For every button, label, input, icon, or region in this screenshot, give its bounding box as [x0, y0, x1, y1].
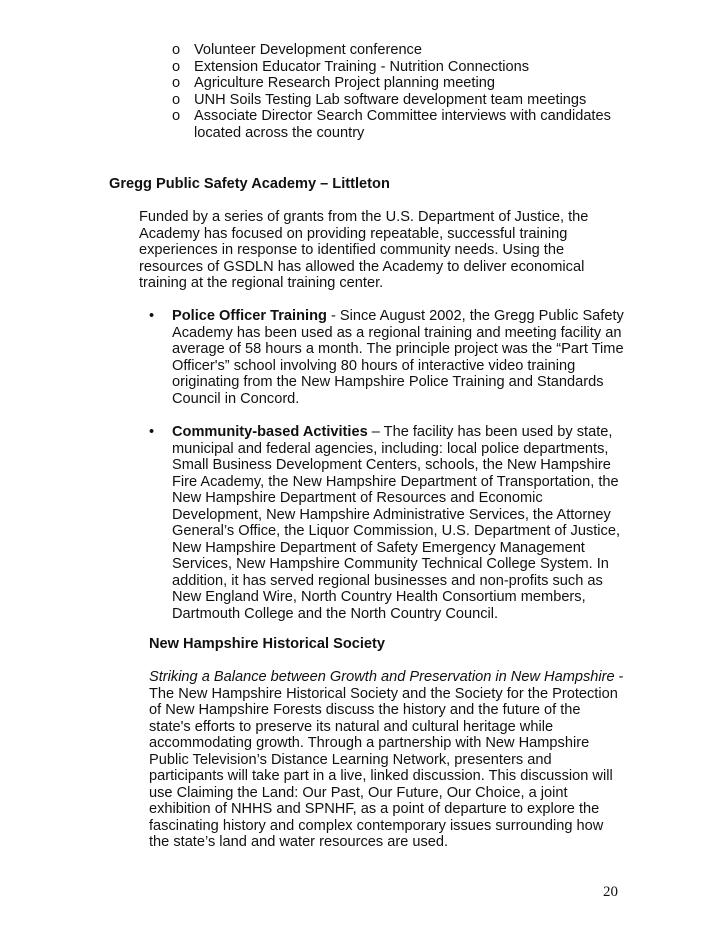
- nhhs-body: The New Hampshire Historical Society and the Society for the Protection of New Hampshire Forests discuss the history and the future of the state's efforts to preserve its natural and cultural heritage while accommodating growth. Through a partnership with New Hampshire Public Television’s Distance Learning Network, presenters and participants will take part in a live, linked discussion. This discussion will use Claiming the Land: Our Past, Our Future, Our Choice, a joint exhibition of NHHS and SPNHF, as a point of departure to explore the fascinating history and complex contemporary issues surrounding how the state’s land and water resources are used.: [149, 685, 618, 850]
- circle-bullet-icon: o: [172, 42, 181, 58]
- item-title: Police Officer Training: [172, 308, 327, 324]
- list-item: o Associate Director Search Committee interviews with candidates located across the country: [172, 108, 611, 141]
- circle-bullet-icon: o: [172, 108, 181, 124]
- list-item: o Extension Educator Training - Nutrition Connections: [172, 58, 530, 75]
- section-intro: Funded by a series of grants from the U.S. Department of Justice, the Academy has focused on providing repeatable, successful training experiences in response to identified community needs. Using the resources of GSDLN has allowed the Academy to deliver economical training at the regional training center.: [139, 209, 589, 291]
- circle-bullet-icon: o: [172, 75, 181, 91]
- police-training-item: [149, 308, 629, 407]
- section-heading: Gregg Public Safety Academy – Littleton: [109, 176, 390, 192]
- list-item: o Volunteer Development conference: [172, 42, 422, 58]
- meeting-list: [172, 42, 632, 141]
- item-body: - Since August 2002, the Gregg Public Safety Academy has been used as a regional training and meeting facility an average of 58 hours a month. The principle project was the “Part Time Officer's” school involving 80 hours of interactive video training originating from the New Hampshire Police Training and Standards Council in Concord.: [172, 308, 624, 407]
- community-activities-item: [149, 424, 629, 622]
- bullet-icon: •: [149, 308, 155, 324]
- nhhs-paragraph: [149, 669, 624, 851]
- circle-bullet-icon: o: [172, 58, 181, 75]
- page-number: 20: [603, 884, 618, 900]
- nhhs-heading: New Hampshire Historical Society: [149, 636, 386, 652]
- nhhs-italic-title: Striking a Balance between Growth and Preservation in New Hampshire: [149, 669, 615, 685]
- list-item: o UNH Soils Testing Lab software development team meetings: [172, 91, 587, 108]
- bullet-icon: •: [149, 424, 155, 440]
- list-item: o Agriculture Research Project planning meeting: [172, 75, 495, 91]
- circle-bullet-icon: o: [172, 91, 181, 108]
- nhhs-dash: -: [614, 669, 624, 685]
- item-title: Community-based Activities: [172, 424, 368, 440]
- item-body: – The facility has been used by state, municipal and federal agencies, including: local police departments, Small Business Development Centers, schools, the New Hampshire Fire Academy, the New Hampshire Department of Transportation, the New Hampshire Department of Resources and Economic Development, New Hampshire Administrative Services, the Attorney General’s Office, the Liquor Commission, U.S. Department of Justice, New Hampshire Department of Safety Emergency Management Services, New Hampshire Community Technical College System. In addition, it has served regional businesses and non-profits such as New England Wire, North Country Health Consortium members, Dartmouth College and the North Country Council.: [172, 424, 621, 622]
